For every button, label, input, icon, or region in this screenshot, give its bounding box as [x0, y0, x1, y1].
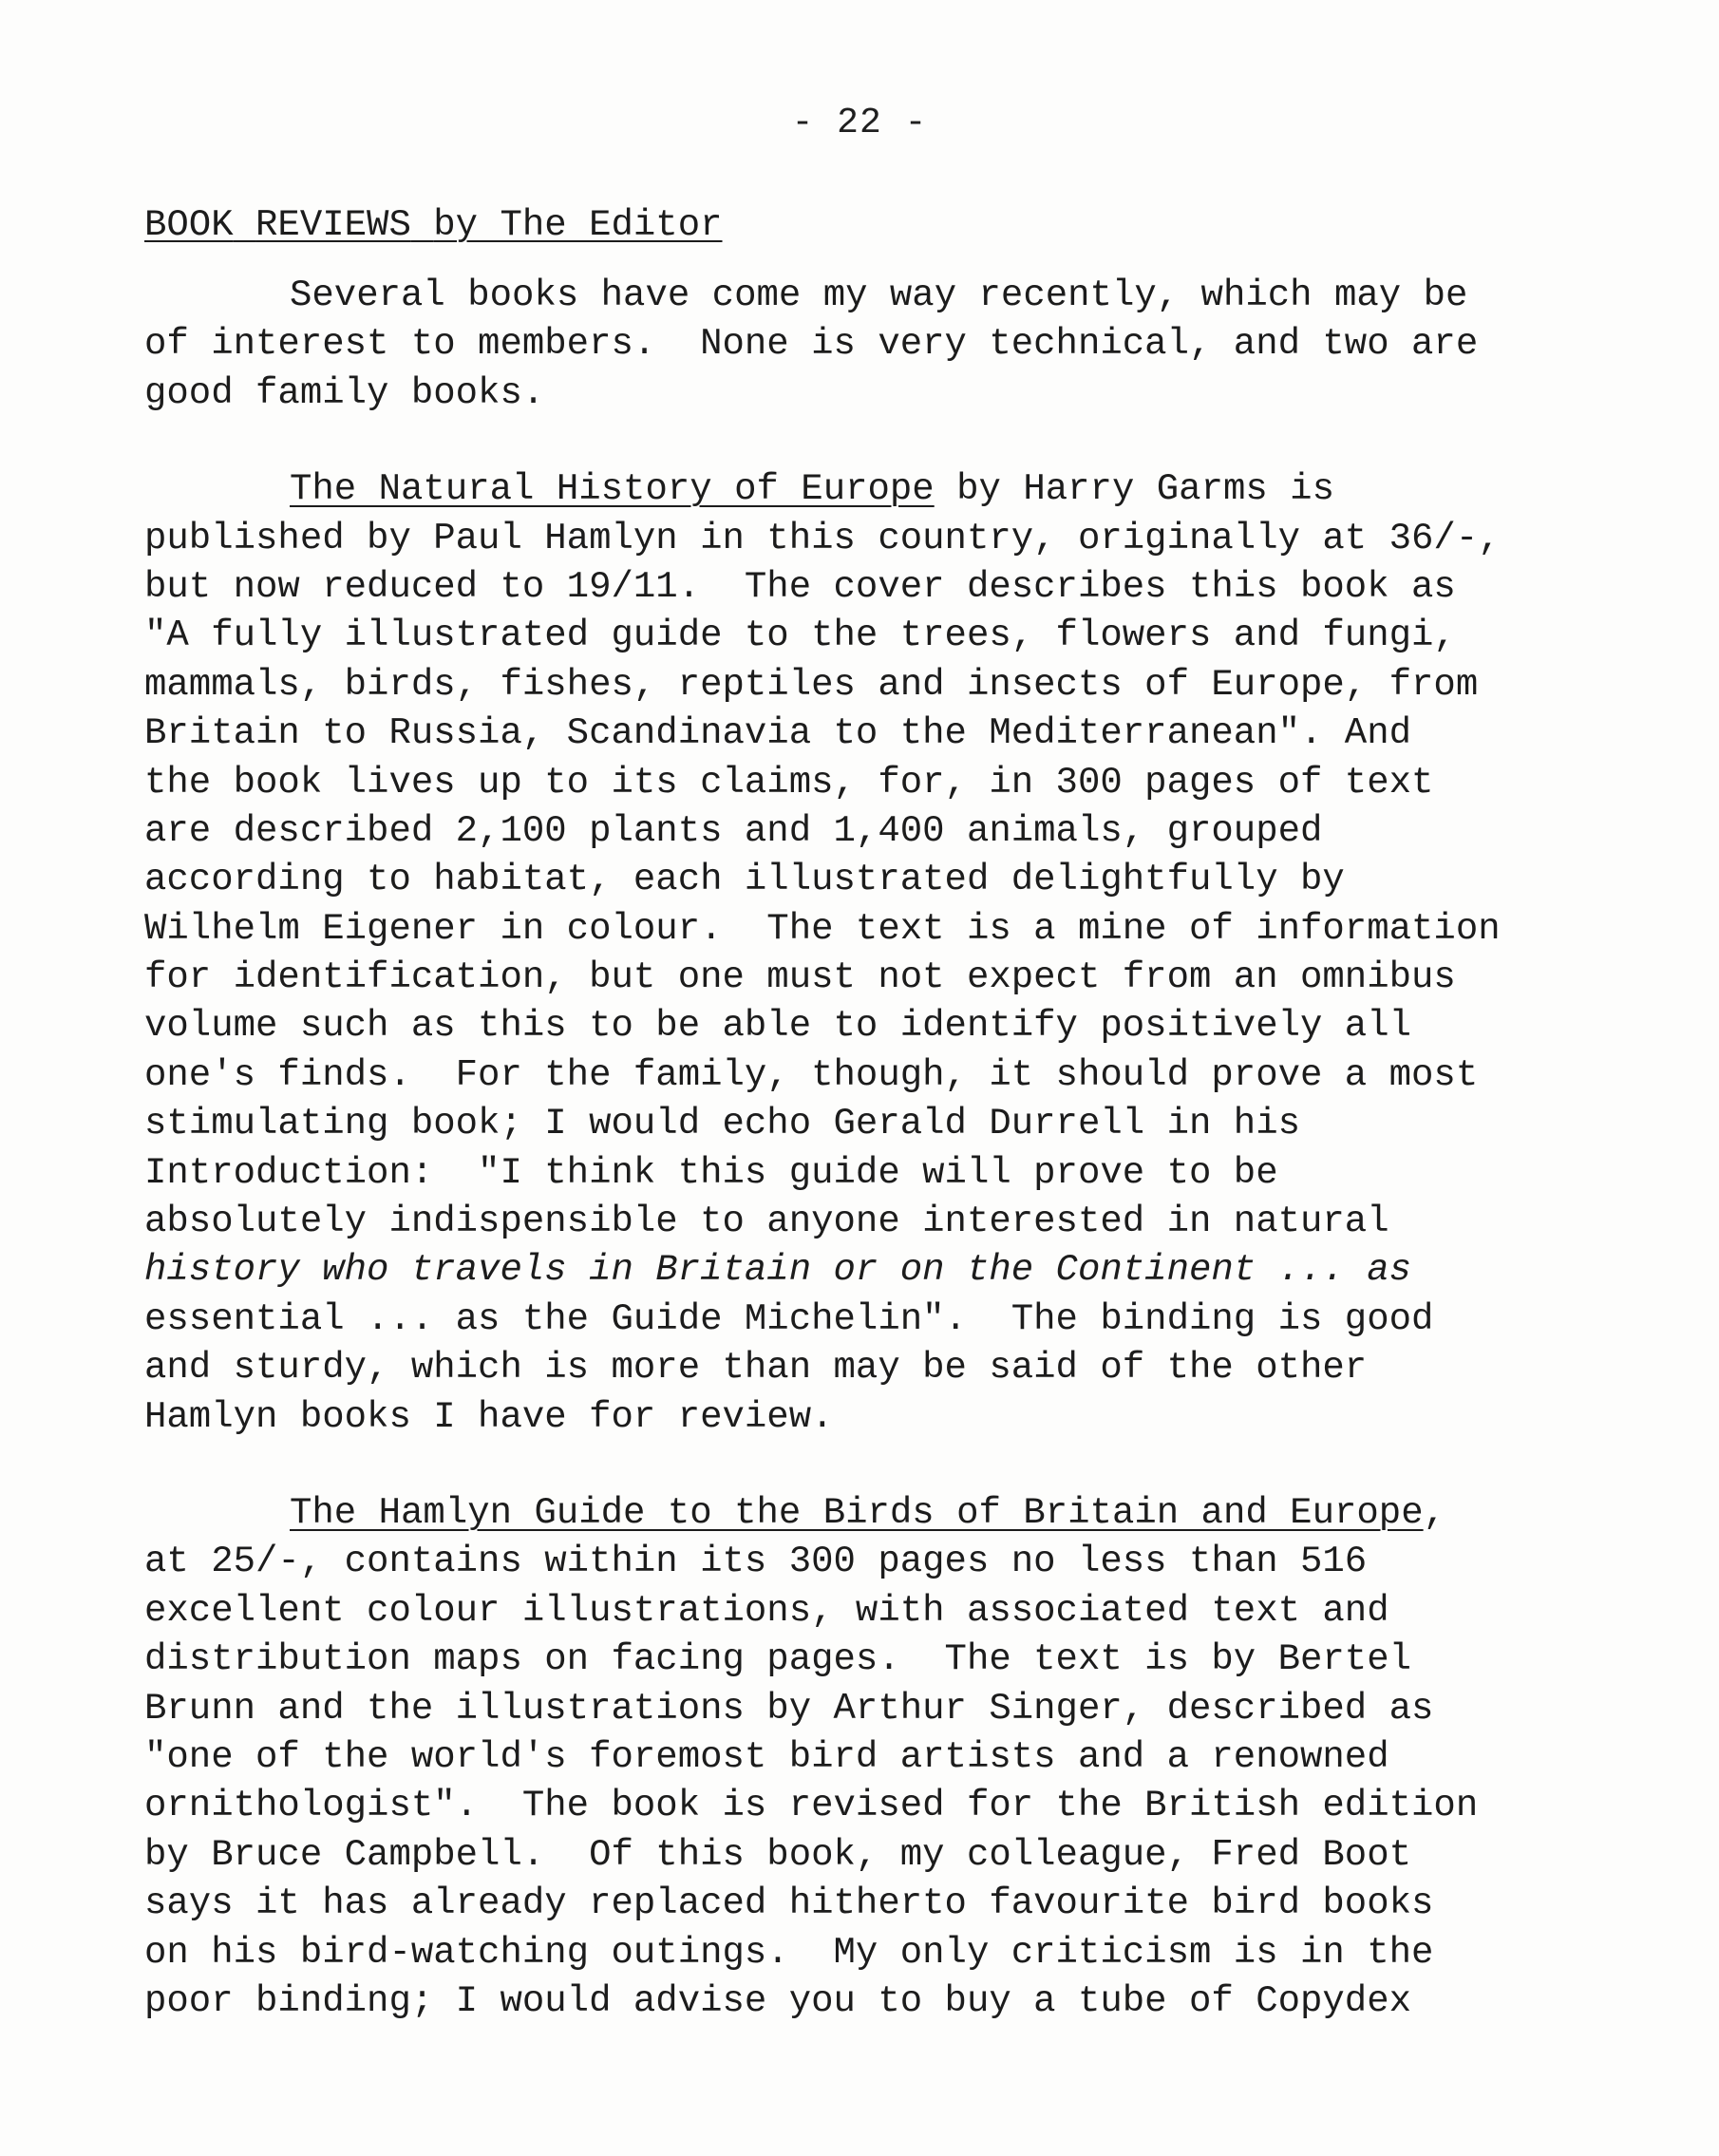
heading-byline: by The Editor [433, 204, 723, 246]
paragraph-line: Introduction: "I think this guide will prove to be [144, 1151, 1278, 1194]
paragraph-line: one's finds. For the family, though, it should prove a most [144, 1053, 1479, 1096]
paragraph-line: Several books have come my way recently, which may be [290, 274, 1468, 316]
section-heading [144, 199, 723, 251]
article-body [144, 199, 1664, 2073]
paragraph-line: stimulating book; I would echo Gerald Durrell in his [144, 1103, 1300, 1145]
paragraph-line: "A fully illustrated guide to the trees, flowers and fungi, [144, 615, 1456, 657]
paragraph-line: according to habitat, each illustrated delightfully by [144, 859, 1345, 901]
paragraph-line: and sturdy, which is more than may be said of the other [144, 1347, 1368, 1390]
paragraph-line: by Bruce Campbell. Of this book, my colleague, Fred Boot [144, 1833, 1412, 1876]
paragraph-line: absolutely indispensible to anyone interested in natural [144, 1201, 1389, 1243]
paragraph-line: mammals, birds, fishes, reptiles and insects of Europe, from [144, 663, 1479, 706]
paragraph-line: published by Paul Hamlyn in this country, originally at 36/-, [144, 517, 1501, 559]
paragraph-line: says it has already replaced hitherto favourite bird books [144, 1882, 1434, 1925]
paragraph-line: poor binding; I would advise you to buy a tube of Copydex [144, 1979, 1412, 2022]
paragraph-line [144, 465, 1664, 514]
paragraph-line: distribution maps on facing pages. The text is by Bertel [144, 1638, 1412, 1681]
book-title: The Hamlyn Guide to the Birds of Britain and Europe [290, 1491, 1424, 1534]
review-natural-history [144, 465, 1664, 1442]
review-hamlyn-birds [144, 1489, 1664, 2026]
heading-word-reviews: REVIEWS [255, 204, 411, 246]
paragraph-line: the book lives up to its claims, for, in 300 pages of text [144, 761, 1434, 804]
paragraph-line: but now reduced to 19/11. The cover describes this book as [144, 565, 1456, 608]
title-continuation: by Harry Garms is [934, 468, 1334, 511]
paragraph-line: of interest to members. None is very technical, and two are [144, 323, 1479, 366]
paragraph-line: "one of the world's foremost bird artists and a renowned [144, 1735, 1389, 1778]
italic-quote-line: history who travels in Britain or on the Continent ... as [144, 1249, 1412, 1292]
paragraph-line: ornithologist". The book is revised for the British edition [144, 1785, 1479, 1827]
heading-word-book: BOOK [144, 204, 234, 246]
page-number: - 22 - [791, 103, 928, 143]
paragraph-line: volume such as this to be able to identify positively all [144, 1005, 1412, 1048]
paragraph-line: Wilhelm Eigener in colour. The text is a mine of information [144, 907, 1501, 950]
paragraph-line: essential ... as the Guide Michelin". The binding is good [144, 1297, 1434, 1340]
paragraph-line: Hamlyn books I have for review. [144, 1395, 834, 1438]
paragraph-line: for identification, but one must not expect from an omnibus [144, 956, 1456, 999]
title-continuation: , [1423, 1491, 1446, 1534]
paragraph-line: are described 2,100 plants and 1,400 animals, grouped [144, 809, 1323, 852]
paragraph-line: good family books. [144, 371, 545, 414]
paragraph-line [144, 1489, 1664, 1538]
paragraph-line: at 25/-, contains within its 300 pages no less than 516 [144, 1541, 1368, 1583]
paragraph-line: Britain to Russia, Scandinavia to the Mediterranean". And [144, 712, 1412, 755]
paragraph-line: excellent colour illustrations, with associated text and [144, 1589, 1389, 1632]
paragraph-line: on his bird-watching outings. My only criticism is in the [144, 1931, 1434, 1974]
book-title: The Natural History of Europe [290, 468, 935, 511]
intro-paragraph [144, 272, 1664, 418]
paragraph-line: Brunn and the illustrations by Arthur Singer, described as [144, 1687, 1434, 1730]
